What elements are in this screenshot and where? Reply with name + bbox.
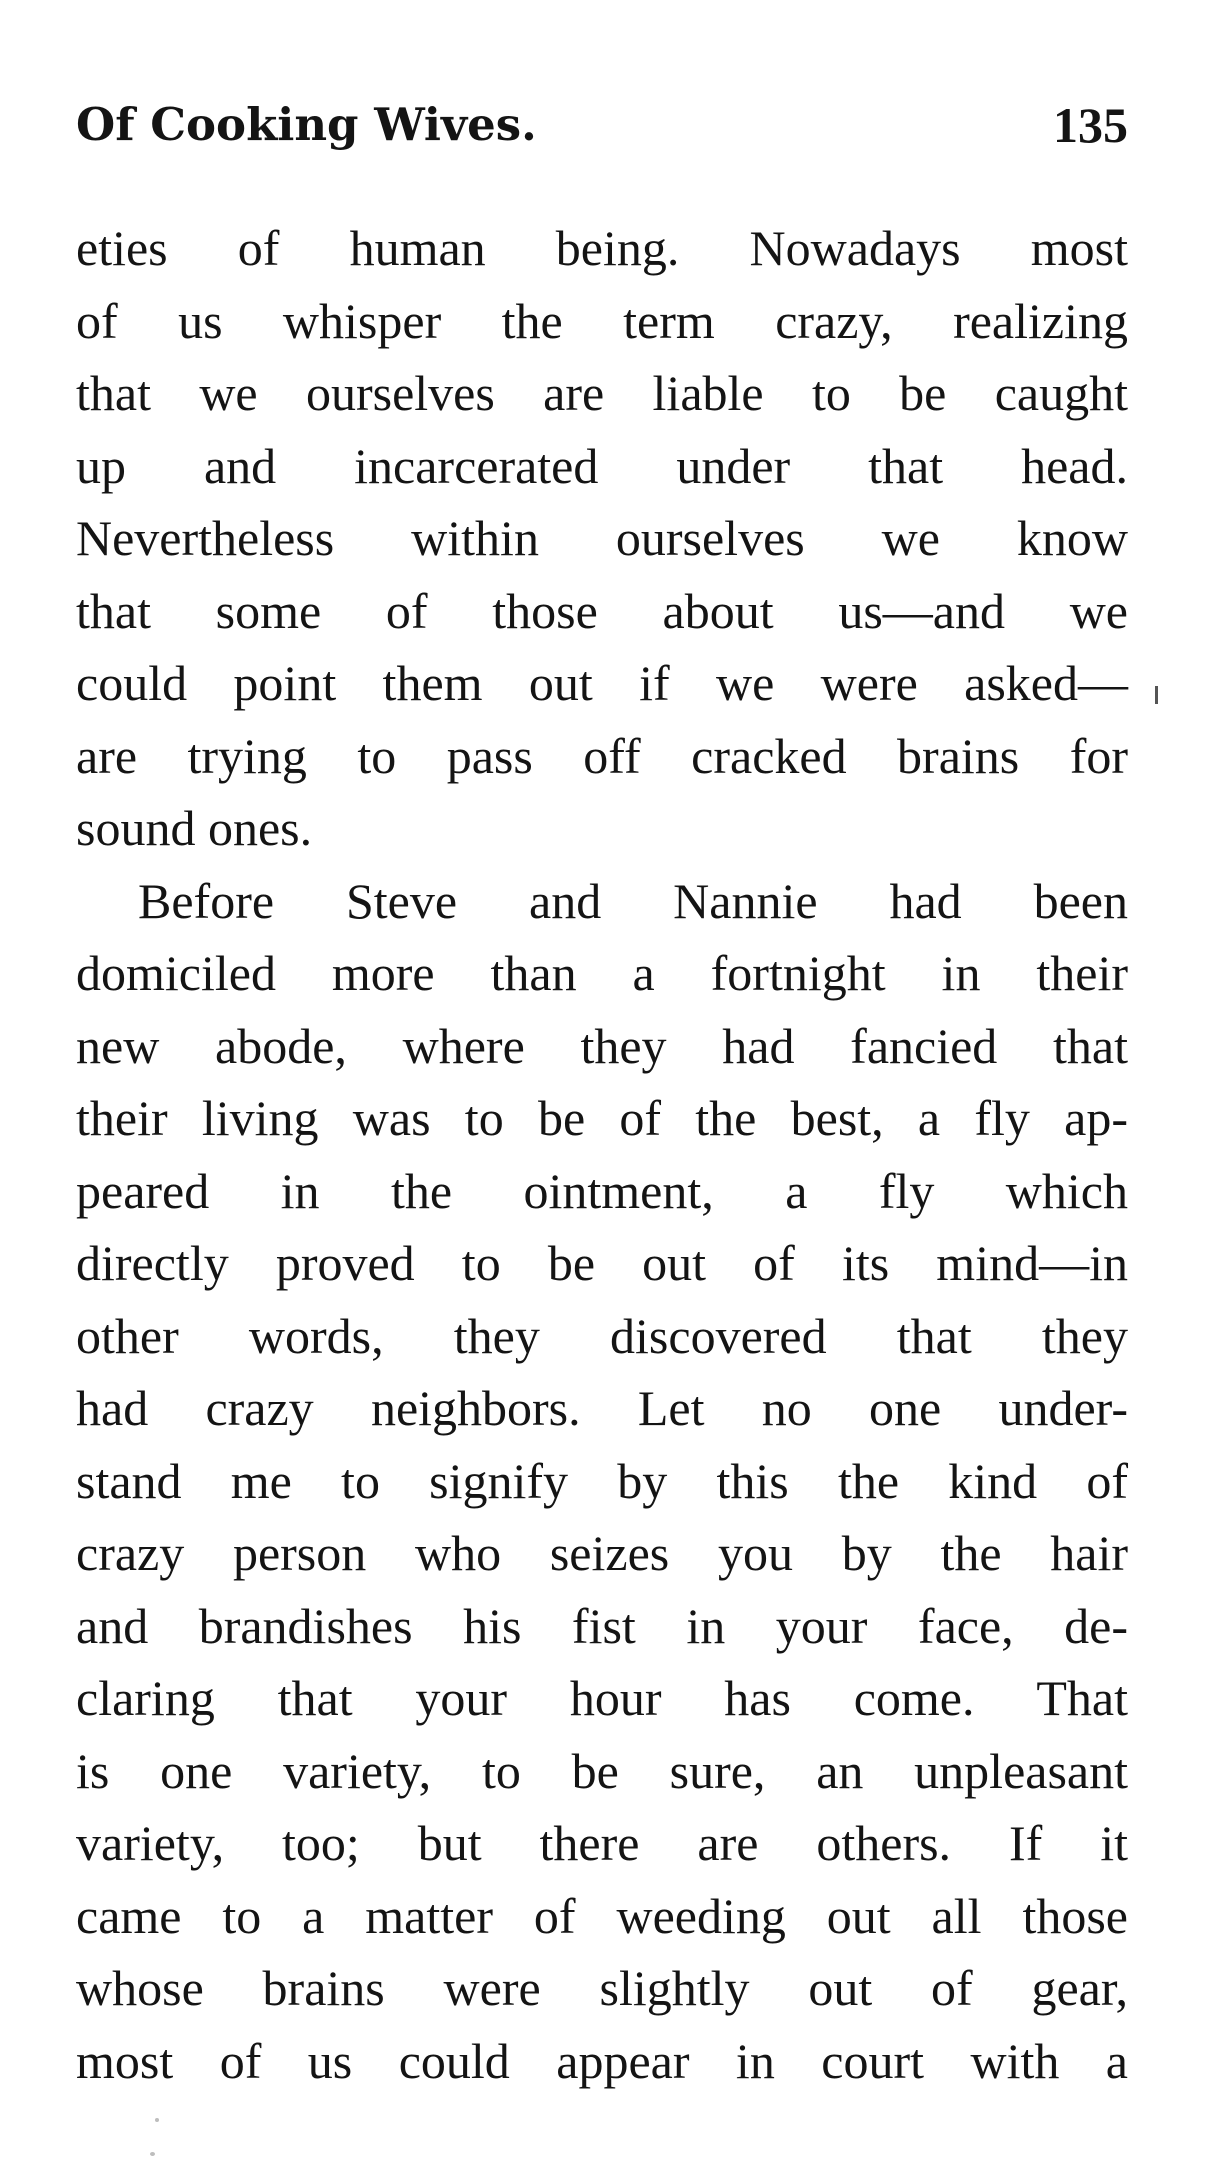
- page-number: 135: [1053, 97, 1128, 153]
- text-line: are trying to pass off cracked brains for: [76, 727, 1128, 784]
- text-line: most of us could appear in court with a: [76, 2032, 1128, 2089]
- margin-mark: [1155, 686, 1158, 704]
- text-line: their living was to be of the best, a fly ap-: [76, 1090, 1128, 1146]
- text-line: up and incarcerated under that head.: [76, 437, 1128, 494]
- text-line: that some of those about us—and we: [76, 582, 1128, 639]
- text-line: and brandishes his fist in your face, de-: [76, 1597, 1128, 1654]
- running-title: Of Cooking Wives.: [76, 98, 537, 151]
- text-line: directly proved to be out of its mind—in: [76, 1235, 1128, 1291]
- text-line: stand me to signify by this the kind of: [76, 1452, 1128, 1509]
- text-line: Before Steve and Nannie had been: [138, 872, 1128, 929]
- text-line: eties of human being. Nowadays most: [76, 220, 1128, 276]
- text-line: crazy person who seizes you by the hair: [76, 1525, 1128, 1581]
- text-line: could point them out if we were asked—: [76, 655, 1128, 711]
- text-line: new abode, where they had fancied that: [76, 1017, 1128, 1074]
- text-line: sound ones.: [76, 800, 313, 856]
- text-line: variety, too; but there are others. If it: [76, 1815, 1128, 1871]
- text-line: domiciled more than a fortnight in their: [76, 945, 1128, 1001]
- text-line: whose brains were slightly out of gear,: [76, 1960, 1128, 2016]
- paper-speck: [155, 2118, 159, 2122]
- text-line: claring that your hour has come. That: [76, 1670, 1128, 1726]
- text-line: that we ourselves are liable to be caught: [76, 365, 1128, 421]
- text-line: Nevertheless within ourselves we know: [76, 510, 1128, 566]
- running-header: [76, 90, 1128, 160]
- body-text: [76, 212, 1128, 2097]
- text-line: came to a matter of weeding out all those: [76, 1887, 1128, 1944]
- text-line: is one variety, to be sure, an unpleasant: [76, 1742, 1128, 1799]
- paper-speck: [150, 2152, 155, 2156]
- text-line: peared in the ointment, a fly which: [76, 1162, 1128, 1219]
- text-line: of us whisper the term crazy, realizing: [76, 292, 1128, 349]
- text-line: other words, they discovered that they: [76, 1307, 1128, 1364]
- text-line: had crazy neighbors. Let no one under-: [76, 1380, 1128, 1436]
